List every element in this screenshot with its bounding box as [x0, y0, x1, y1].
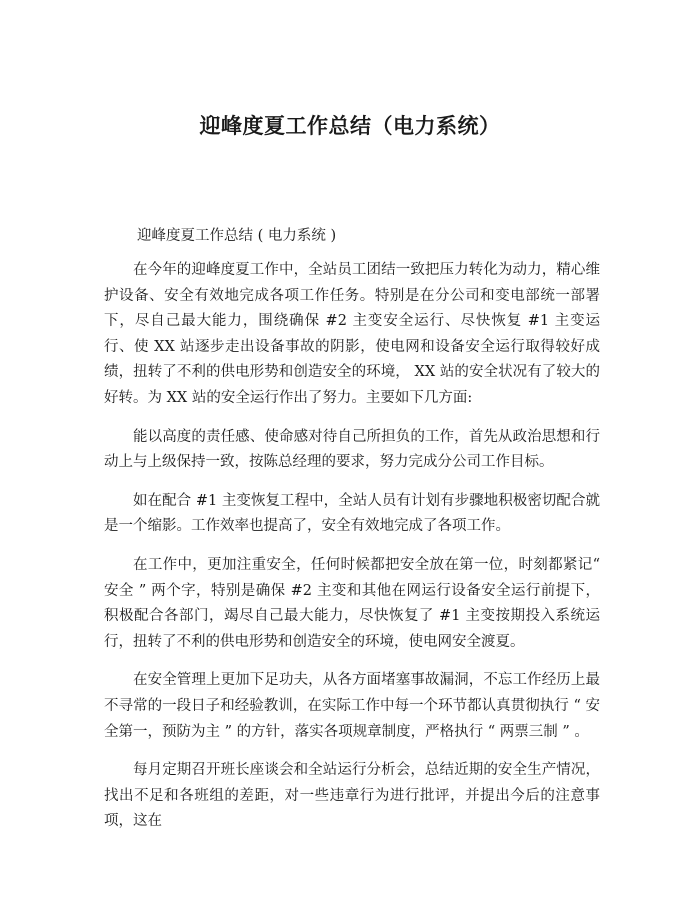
paragraph-2: 能以高度的责任感、使命感对待自己所担负的工作，首先从政治思想和行动上与上级保持一致，按陈总经理的要求，努力完成分公司工作目标。 [104, 428, 600, 471]
document-body [104, 258, 600, 848]
document-subtitle: 迎峰度夏工作总结 ( 电力系统 ) [137, 228, 337, 244]
paragraph-3: 如在配合 #1 主变恢复工程中，全站人员有计划有步骤地积极密切配合就是一个缩影。工作效率也提高了，安全有效地完成了各项工作。 [104, 492, 600, 535]
document-title: 迎峰度夏工作总结（电力系统） [199, 113, 501, 138]
paragraph-6: 每月定期召开班长座谈会和全站运行分析会，总结近期的安全生产情况，找出不足和各班组的差距，对一些违章行为进行批评，并提出今后的注意事项，这在 [104, 762, 600, 830]
paragraph-1: 在今年的迎峰度夏工作中，全站员工团结一致把压力转化为动力，精心维护设备、安全有效地完成各项工作任务。特别是在分公司和变电部统一部署下，尽自己最大能力，围绕确保 #2 主变安全运行、尽快恢复 #1 主变运行、使 XX 站逐步走出设备事故的阴影，使电网和设备安全运行取得较好成绩，扭转了不利的供电形势和创造安全的环境， XX 站的安全状况有了较大的好转。为 XX 站的安全运行作出了努力。主要如下几方面: [104, 262, 600, 406]
paragraph-4: 在工作中，更加注重安全，任何时候都把安全放在第一位，时刻都紧记“ 安全 ” 两个字，特别是确保 #2 主变和其他在网运行设备安全运行前提下，积极配合各部门，竭尽自己最大能力，尽快恢复了 #1 主变按期投入系统运行，扭转了不利的供电形势和创造安全的环境，使电网安全渡夏。 [104, 556, 600, 650]
paragraph-5: 在安全管理上更加下足功夫，从各方面堵塞事故漏洞，不忘工作经历上最不寻常的一段日子和经验教训，在实际工作中每一个环节都认真贯彻执行 “ 安全第一，预防为主 ” 的方针，落实各项规章制度，严格执行 “ 两票三制 ” 。 [104, 672, 600, 740]
